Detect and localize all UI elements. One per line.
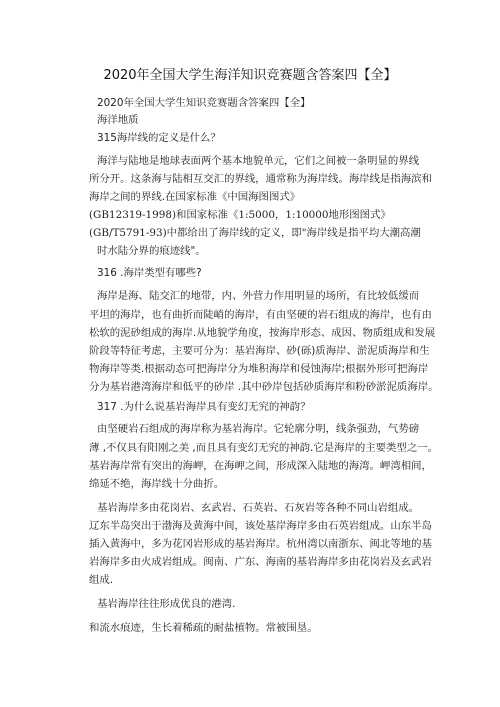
- paragraph-line: 平坦的海岸，也有曲折而陡峭的海岸，有由坚硬的岩石组成的海岸，也有由: [89, 309, 432, 321]
- paragraph-line: 松软的泥砂组成的海岸.从地貌学角度，按海岸形态、成因、物质组成和发展: [89, 327, 436, 339]
- paragraph-line: 所分开。这条海与陆相互交汇的界线，通常称为海岸线。海岸线是指海滨和: [89, 173, 432, 185]
- question-316: 316 .海岸类型有哪些?: [97, 267, 202, 279]
- paragraph-line: 基岩海岸常有突出的海岬，在海岬之间，形成深入陆地的海湾。岬湾相间，: [89, 460, 432, 472]
- paragraph-line: (GB12319-1998)和国家标准《1:5000，1:10000地形图图式》: [89, 209, 391, 221]
- paragraph-line: 基岩海岸往往形成优良的港湾.: [97, 598, 236, 610]
- paragraph-line: 海岸之间的界线.在国家标准《中国海图图式》: [89, 191, 301, 203]
- paragraph-line: 绵延不绝，海岸线十分曲折。: [89, 478, 225, 490]
- question-315: 315海岸线的定义是什么？: [97, 132, 221, 144]
- paragraph-line: (GB/T5791-93)中都给出了海岸线的定义，即"海岸线是指平均大潮高潮: [89, 227, 421, 239]
- paragraph-line: 分为基岩港湾海岸和低平的砂岸 .其中砂岸包括砂质海岸和粉砂淤泥质海岸。: [89, 381, 439, 393]
- paragraph-line: 插入黄海中，多为花冈岩形成的基岩海岸。杭州湾以南浙东、闽北等地的基: [89, 538, 432, 550]
- paragraph-line: 组成.: [89, 574, 114, 586]
- paragraph-line: 阶段等特征考虑，主要可分为：基岩海岸、砂(砾)质海岸、淤泥质海岸和生: [89, 345, 430, 357]
- paragraph-line: 时水陆分界的痕迹线"。: [97, 245, 206, 257]
- paragraph-line: 基岩海岸多由花岗岩、玄武岩、石英岩、石灰岩等各种不同山岩组成。: [97, 502, 420, 514]
- paragraph-line: 和流水痕迹，生长着稀疏的耐盐植物。常被围垦。: [89, 622, 318, 634]
- document-subtitle: 2020年全国大学生知识竞赛题含答案四【全】: [97, 97, 311, 109]
- document-title: 2020年全国大学生海洋知识竞赛题含答案四【全】: [103, 68, 397, 83]
- paragraph-line: 由坚硬岩石组成的海岸称为基岩海岸。它轮廓分明，线条强劲，气势磅: [97, 423, 420, 435]
- paragraph-line: 辽东半岛突出于渤海及黄海中间，该处基岸海岸多由石英岩组成。山东半岛: [89, 520, 432, 532]
- paragraph-line: 薄 ,不仅具有阳刚之美 ,而且具有变幻无究的神韵.它是海岸的主要类型之一。: [89, 442, 439, 454]
- paragraph-line: 海岸是海、陆交汇的地带，内、外营力作用明显的场所，有比较低缓而: [97, 290, 420, 302]
- paragraph-line: 海洋与陆地是地球表面两个基本地貌单元，它们之间被一条明显的界线: [97, 155, 420, 167]
- paragraph-line: 岩海岸多由火成岩组成。闽南、广东、海南的基岩海岸多由花岗岩及玄武岩: [89, 556, 432, 568]
- paragraph-line: 物海岸等类.根据动态可把海岸分为堆积海岸和侵蚀海岸;根据外形可把海岸: [89, 363, 429, 375]
- question-317: 317 .为什么说基岩海岸具有变幻无究的神韵？: [97, 401, 311, 413]
- section-heading: 海洋地质: [97, 114, 139, 126]
